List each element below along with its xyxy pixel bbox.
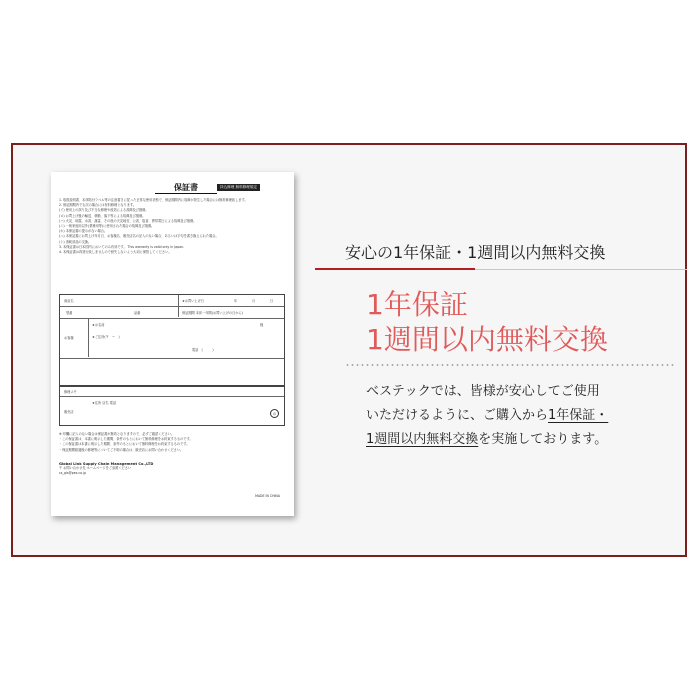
company-email: cs_gls@pes.co.jp — [59, 471, 86, 476]
memo-shop-box — [59, 386, 285, 426]
note-line: ・この保証書は、本書に明示した期間、条件のもとにおいて無料修理をお約束するものです。 — [59, 437, 193, 442]
clause-line: (イ) 使用上の誤り及び不当な修理や改造による故障及び損傷。 — [59, 208, 149, 213]
customer-label: お客様 — [64, 336, 74, 340]
note-line: ・この保証書は本書に明示した期間、条件のもとにおいて無料修理をお約束するものです。 — [59, 442, 190, 447]
company-block — [59, 462, 285, 476]
big-red-line-1: 1年保証 — [366, 288, 468, 321]
clause-line: (ト) 消耗部品の交換。 — [59, 239, 92, 244]
table-divider — [178, 295, 179, 317]
memo-label: 修理メモ — [64, 390, 77, 394]
clause-line: (ロ) お買上げ後の輸送、移動、落下等による故障及び損傷。 — [59, 213, 146, 218]
company-address: 〒 お問い合わせ先 ホームページをご参照ください — [59, 466, 132, 470]
body-line-2-prefix: いただけるように、ご購入から — [366, 408, 549, 423]
clause-line: (ヘ) 本保証書にお買上げ年月日、お客様名、販売店名の記入のない場合、あるいは字句を書き換えられた場合。 — [59, 234, 219, 239]
table-row — [60, 359, 284, 387]
big-red-line-2: 1週間以内無料交換 — [366, 323, 608, 356]
memo-divider — [60, 396, 284, 397]
clause-line: (ニ) 一般家庭用以外(業務用等)に使用された場合の故障及び損傷。 — [59, 223, 155, 228]
table-row — [60, 295, 284, 307]
table-row — [60, 319, 284, 359]
company-name: Global Link Supply Chain Management Co.,LTD — [59, 462, 154, 466]
body-line-2-underlined: 1年保証・ — [548, 408, 609, 423]
year-label: 年 — [234, 299, 238, 303]
headline-divider — [315, 268, 687, 270]
model-label: 型番 — [66, 311, 73, 315]
honorific: 様 — [260, 323, 264, 327]
body-line-3 — [366, 428, 607, 447]
clause-line: 2. 保証期間内でも次の場合には有料修理となります。 — [59, 203, 137, 208]
document-notes — [59, 432, 285, 453]
clause-line: 1. 取扱説明書、本体貼付ラベル等の注意書きに従った正常な使用状態で、保証期間内に故障が発生した場合には無料修理致します。 — [59, 198, 248, 202]
note-line: ・保証期間経過後の修理等についてご不明の場合は、販売店にお問い合わせください。 — [59, 447, 184, 452]
body-line-1: ベステックでは、皆様が安心してご使用 — [366, 384, 600, 399]
name-label: ★お名前 — [92, 323, 105, 327]
shop-fields: ★住所 店名 電話 — [92, 401, 117, 405]
headline: 安心の1年保証・1週間以内無料交換 — [345, 243, 606, 262]
day-label: 日 — [270, 299, 274, 303]
address-label: ★ご住所(〒 ー ) — [92, 335, 120, 339]
document-title: 保証書 — [155, 182, 217, 194]
document-badge: 持込修理 無料修理規定 — [217, 184, 260, 191]
divider-grey-segment — [475, 269, 687, 270]
made-in-label: MADE IN CHINA — [255, 494, 280, 498]
item-label: 品番 — [134, 311, 141, 315]
body-line-2 — [366, 404, 608, 423]
divider-red-segment — [315, 268, 475, 270]
body-line-3-underlined: 1週間以内無料交換 — [366, 432, 479, 447]
table-row — [60, 307, 284, 319]
warranty-table — [59, 294, 285, 386]
note-line: ※ 印欄に記入のない場合は保証書が無効となりますので、必ずご確認ください。 — [59, 432, 175, 436]
clause-line: (ハ) 火災、地震、水害、落雷、その他の天災地変、公害、塩害、異常電圧による故障及び損傷。 — [59, 218, 197, 223]
dotted-divider — [345, 364, 675, 366]
stamp-icon: 印 — [270, 409, 279, 418]
warranty-period: 保証期間 本体一年間(お買い上げの日から) — [182, 311, 243, 315]
purchase-date-label: ★お買い上げ日 — [182, 299, 204, 303]
clause-line: (ホ) 本保証書の提示がない場合。 — [59, 229, 108, 234]
month-label: 月 — [252, 299, 256, 303]
clause-line: 4. 本保証書は再発行致しませんので紛失しないよう大切に保管してください。 — [59, 249, 172, 254]
document-header — [155, 182, 285, 193]
body-line-3-suffix: を実施しております。 — [478, 432, 608, 447]
clause-line: 3. 本保証書は日本国内においてのみ有効です。 This warranty is valid only in Japan. — [59, 244, 185, 249]
shop-label: 販売店 — [64, 410, 74, 414]
document-clauses — [59, 198, 285, 255]
table-divider — [88, 319, 89, 357]
product-label: 商品名 — [64, 299, 74, 303]
phone-label: 電話 ( ) — [192, 348, 214, 352]
warranty-document — [51, 172, 294, 516]
